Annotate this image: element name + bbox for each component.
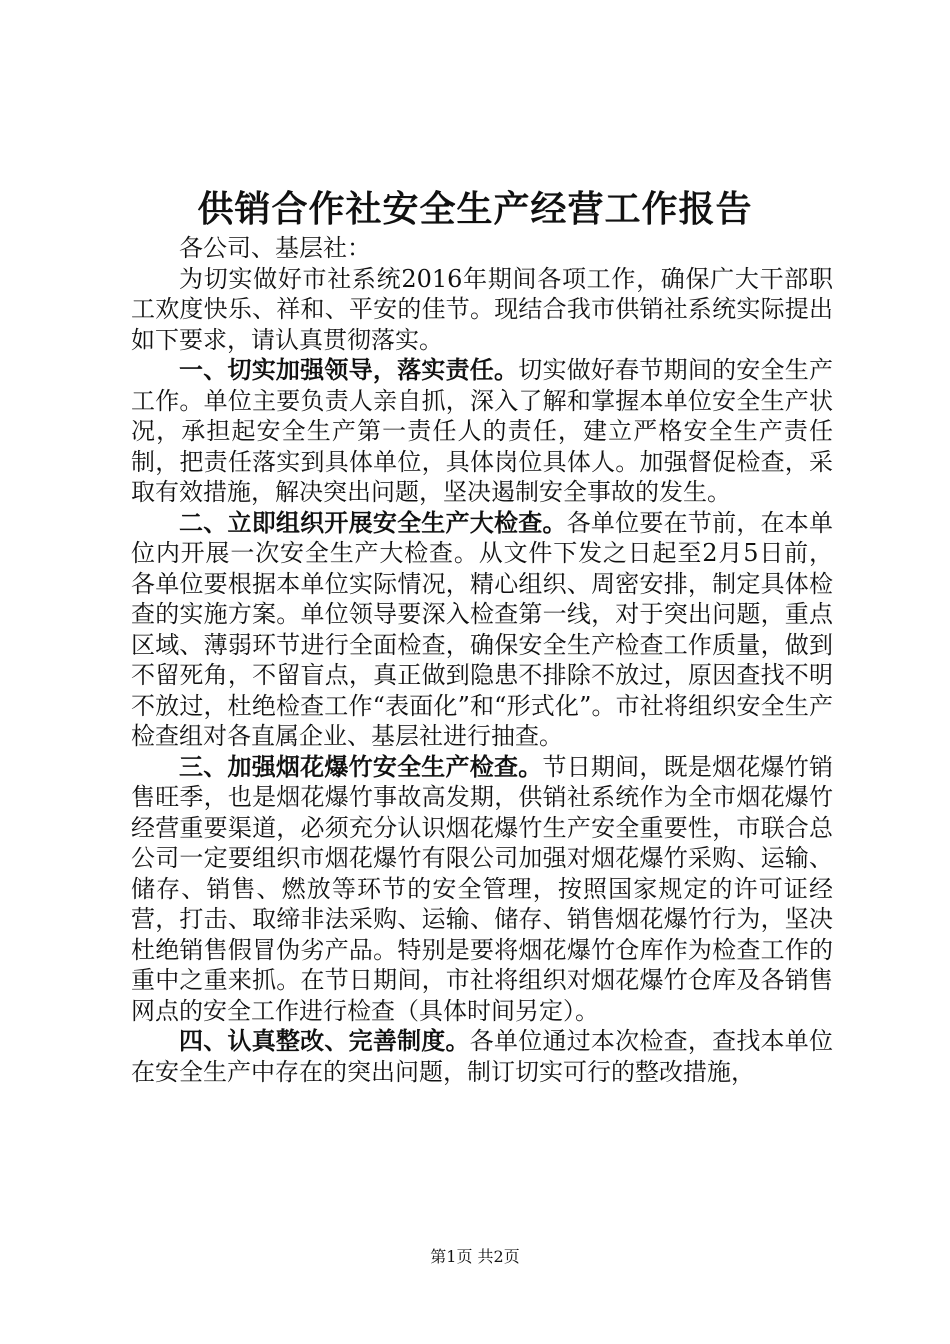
intro-paragraph: 为切实做好市社系统2016年期间各项工作，确保广大干部职工欢度快乐、祥和、平安的佳节。现结合我市供销社系统实际提出如下要求，请认真贯彻落实。 xyxy=(131,264,833,354)
document-body xyxy=(131,233,833,1087)
section-4-text: 各单位通过本次检查，查找本单位在安全生产中存在的突出问题，制订切实可行的整改措施， xyxy=(131,1027,834,1086)
document-title: 供销合作社安全生产经营工作报告 xyxy=(197,188,753,230)
section-4-paragraph xyxy=(131,1026,833,1087)
section-2-heading: 二、立即组织开展安全生产大检查。 xyxy=(179,507,567,537)
section-4-heading: 四、认真整改、完善制度。 xyxy=(179,1026,470,1055)
section-3-paragraph xyxy=(131,752,833,1027)
section-1-paragraph xyxy=(131,355,833,508)
salutation: 各公司、基层社： xyxy=(179,234,371,262)
page-footer: 第1页 共2页 xyxy=(430,1247,520,1266)
section-3-heading: 三、加强烟花爆竹安全生产检查。 xyxy=(179,751,543,781)
section-2-text: 各单位要在节前，在本单位内开展一次安全生产大检查。从文件下发之日起至2月5日前，各单位要根据本单位实际情况，精心组织、周密安排，制定具体检查的实施方案。单位领导要深入检查第一线，对于突出问题，重点区域、薄弱环节进行全面检查，确保安全生产检查工作质量，做到不留死角，不留盲点，真正做到隐患不排除不放过，原因查找不明不放过，杜绝检查工作“表面化”和“形式化”。市社将组织安全生产检查组对各直属企业、基层社进行抽查。 xyxy=(131,508,834,750)
section-1-heading: 一、切实加强领导，落实责任。 xyxy=(179,355,519,384)
section-1-text: 切实做好春节期间的安全生产工作。单位主要负责人亲自抓，深入了解和掌握本单位安全生产状况，承担起安全生产第一责任人的责任，建立严格安全生产责任制，把责任落实到具体单位，具体岗位具体人。加强督促检查，采取有效措施，解决突出问题，坚决遏制安全事故的发生。 xyxy=(131,356,834,506)
section-2-paragraph xyxy=(131,508,833,752)
section-3-text: 节日期间，既是烟花爆竹销售旺季，也是烟花爆竹事故高发期，供销社系统作为全市烟花爆竹经营重要渠道，必须充分认识烟花爆竹生产安全重要性，市联合总公司一定要组织市烟花爆竹有限公司加强对烟花爆竹采购、运输、储存、销售、燃放等环节的安全管理，按照国家规定的许可证经营，打击、取缔非法采购、运输、储存、销售烟花爆竹行为，坚决杜绝销售假冒伪劣产品。特别是要将烟花爆竹仓库作为检查工作的重中之重来抓。在节日期间，市社将组织对烟花爆竹仓库及各销售网点的安全工作进行检查（具体时间另定）。 xyxy=(131,752,834,1025)
